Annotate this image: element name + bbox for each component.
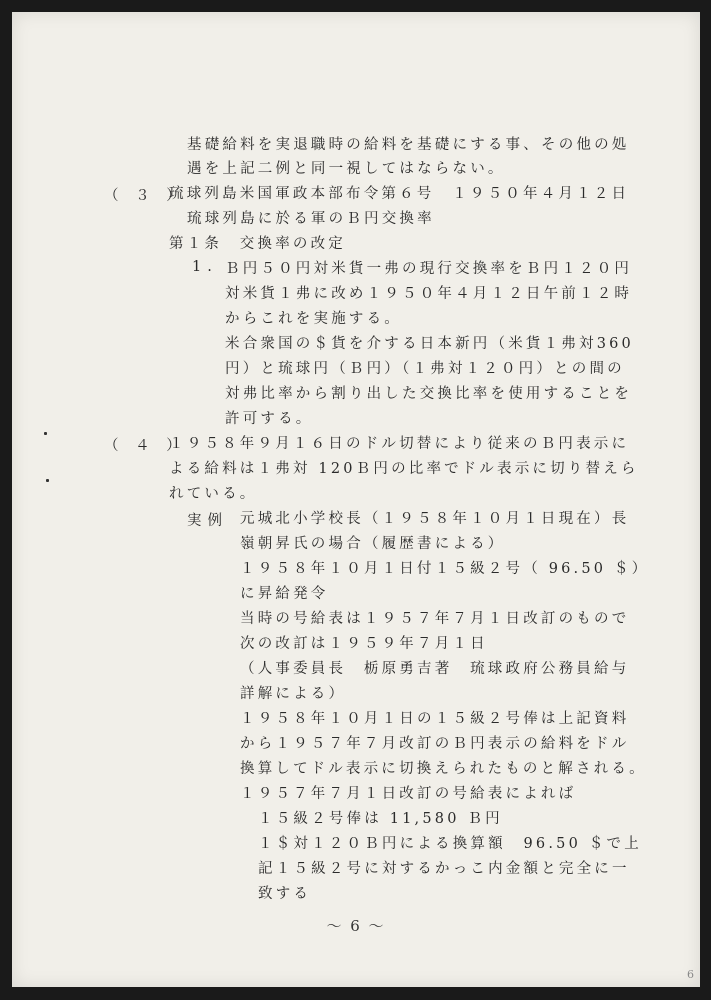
document-page: [12, 12, 700, 987]
scan-speck: [44, 432, 47, 435]
text-line: よる給料は１弗対 120Ｂ円の比率でドル表示に切り替えら: [169, 461, 639, 477]
text-line: 致する: [258, 886, 312, 902]
text-line: 元城北小学校長（１９５８年１０月１日現在）長: [240, 511, 630, 527]
text-line: （人事委員長 栃原勇吉著 琉球政府公務員給与: [240, 661, 630, 677]
text-line: １９５８年１０月１日の１５級２号俸は上記資料: [240, 711, 630, 727]
text-line: Ｂ円５０円対米貨一弗の現行交換率をＢ円１２０円: [225, 261, 633, 277]
item-label: （ ４ ）: [104, 438, 187, 454]
text-line: 琉球列島米国軍政本部布令第６号 １９５０年４月１２日: [169, 186, 630, 202]
text-line: １９５７年７月１日改訂の号給表によれば: [240, 786, 577, 802]
text-line: に昇給発令: [240, 586, 329, 602]
example-label: 実例: [187, 513, 228, 529]
page-number: ～ 6 ～: [326, 917, 386, 935]
text-line: から１９５７年７月改訂のＢ円表示の給料をドル: [240, 736, 630, 752]
text-line: 米合衆国の＄貨を介する日本新円（米貨１弗対360: [225, 336, 634, 352]
text-line: 琉球列島に於る軍のＢ円交換率: [187, 211, 435, 227]
text-line: １９５８年１０月１日付１５級２号（ 96.50 ＄）: [240, 561, 650, 577]
text-line: １９５８年９月１６日のドル切替により従来のＢ円表示に: [169, 436, 630, 452]
text-line: 記１５級２号に対するかっこ内金額と完全に一: [258, 861, 630, 877]
text-line: 許可する。: [225, 411, 314, 427]
text-line: 次の改訂は１９５９年７月１日: [240, 636, 488, 652]
text-line: 対米貨１弗に改め１９５０年４月１２日午前１２時: [225, 286, 633, 302]
text-line: 基礎給料を実退職時の給料を基礎にする事、その他の処: [187, 137, 630, 153]
text-line: 第１条 交換率の改定: [169, 236, 346, 252]
text-line: れている。: [169, 486, 258, 502]
text-line: 円）と琉球円（Ｂ円）（１弗対１２０円）との間の: [225, 361, 625, 377]
text-line: 嶺朝昇氏の場合（履歴書による）: [240, 536, 506, 552]
item-label: 1.: [192, 259, 218, 275]
text-line: 当時の号給表は１９５７年７月１日改訂のもので: [240, 611, 630, 627]
text-line: 換算してドル表示に切換えられたものと解される。: [240, 761, 647, 777]
text-line: 詳解による）: [240, 686, 347, 702]
item-label: （ ３ ）: [104, 188, 187, 204]
scan-speck: [46, 479, 49, 482]
corner-page-note: 6: [687, 968, 694, 981]
text-line: １＄対１２０Ｂ円による換算額 96.50 ＄で上: [258, 836, 642, 852]
text-line: からこれを実施する。: [225, 311, 402, 327]
text-line: 対弗比率から割り出した交換比率を使用することを: [225, 386, 633, 402]
text-line: 遇を上記二例と同一視してはならない。: [187, 161, 506, 177]
text-line: １５級２号俸は 11,580 Ｂ円: [258, 811, 503, 827]
